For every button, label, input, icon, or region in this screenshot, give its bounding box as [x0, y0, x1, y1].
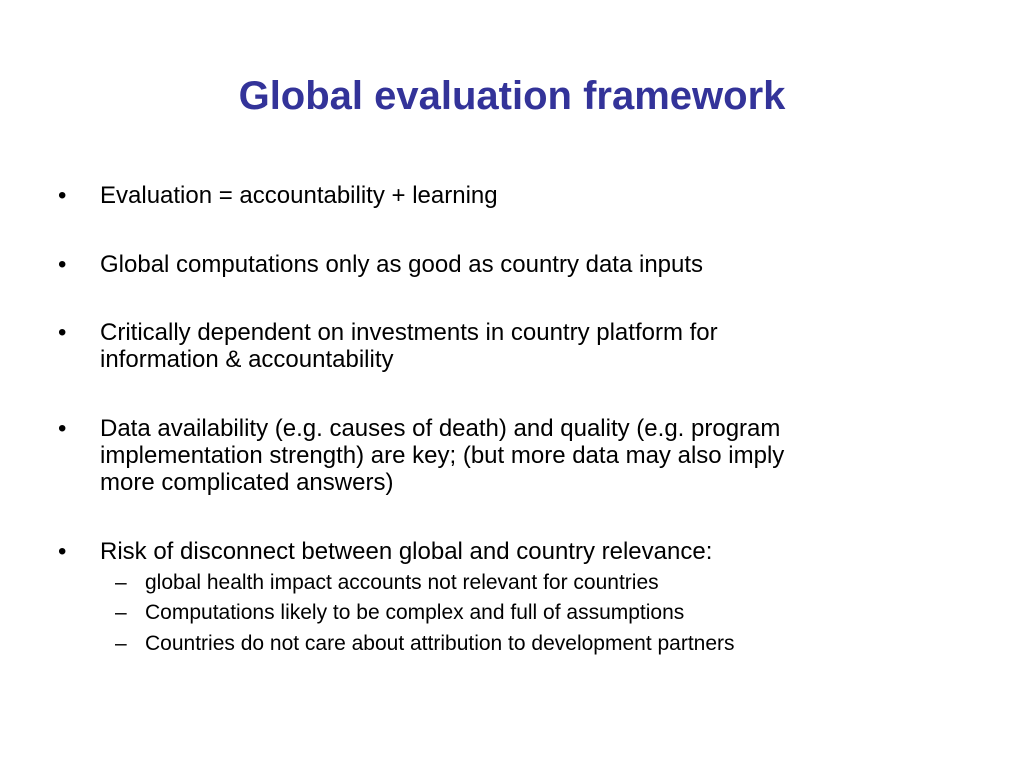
- bullet-icon: •: [58, 538, 67, 565]
- bullet-line: Critically dependent on investments in country platform for: [100, 319, 718, 346]
- dash-icon: –: [115, 632, 127, 655]
- bullet-line: information & accountability: [100, 346, 394, 373]
- bullet-icon: •: [58, 415, 67, 442]
- bullet-text: [100, 415, 960, 496]
- sub-bullet-text: Computations likely to be complex and full of assumptions: [145, 601, 685, 624]
- bullet-text: Evaluation = accountability + learning: [100, 182, 498, 209]
- bullet-icon: •: [58, 182, 67, 209]
- bullet-text: Risk of disconnect between global and country relevance:: [100, 538, 713, 565]
- bullet-text: Global computations only as good as country data inputs: [100, 251, 704, 278]
- bullet-line: Data availability (e.g. causes of death) and quality (e.g. program: [100, 415, 781, 442]
- bullet-line: more complicated answers): [100, 469, 394, 496]
- bullet-text: [100, 319, 960, 373]
- dash-icon: –: [115, 601, 127, 624]
- dash-icon: –: [115, 571, 127, 594]
- bullet-icon: •: [58, 319, 67, 346]
- bullet-line: implementation strength) are key; (but more data may also imply: [100, 442, 785, 469]
- bullet-icon: •: [58, 251, 67, 278]
- slide-title: Global evaluation framework: [238, 74, 786, 118]
- sub-bullet-text: global health impact accounts not relevant for countries: [145, 571, 659, 594]
- sub-bullet-text: Countries do not care about attribution to development partners: [145, 632, 735, 655]
